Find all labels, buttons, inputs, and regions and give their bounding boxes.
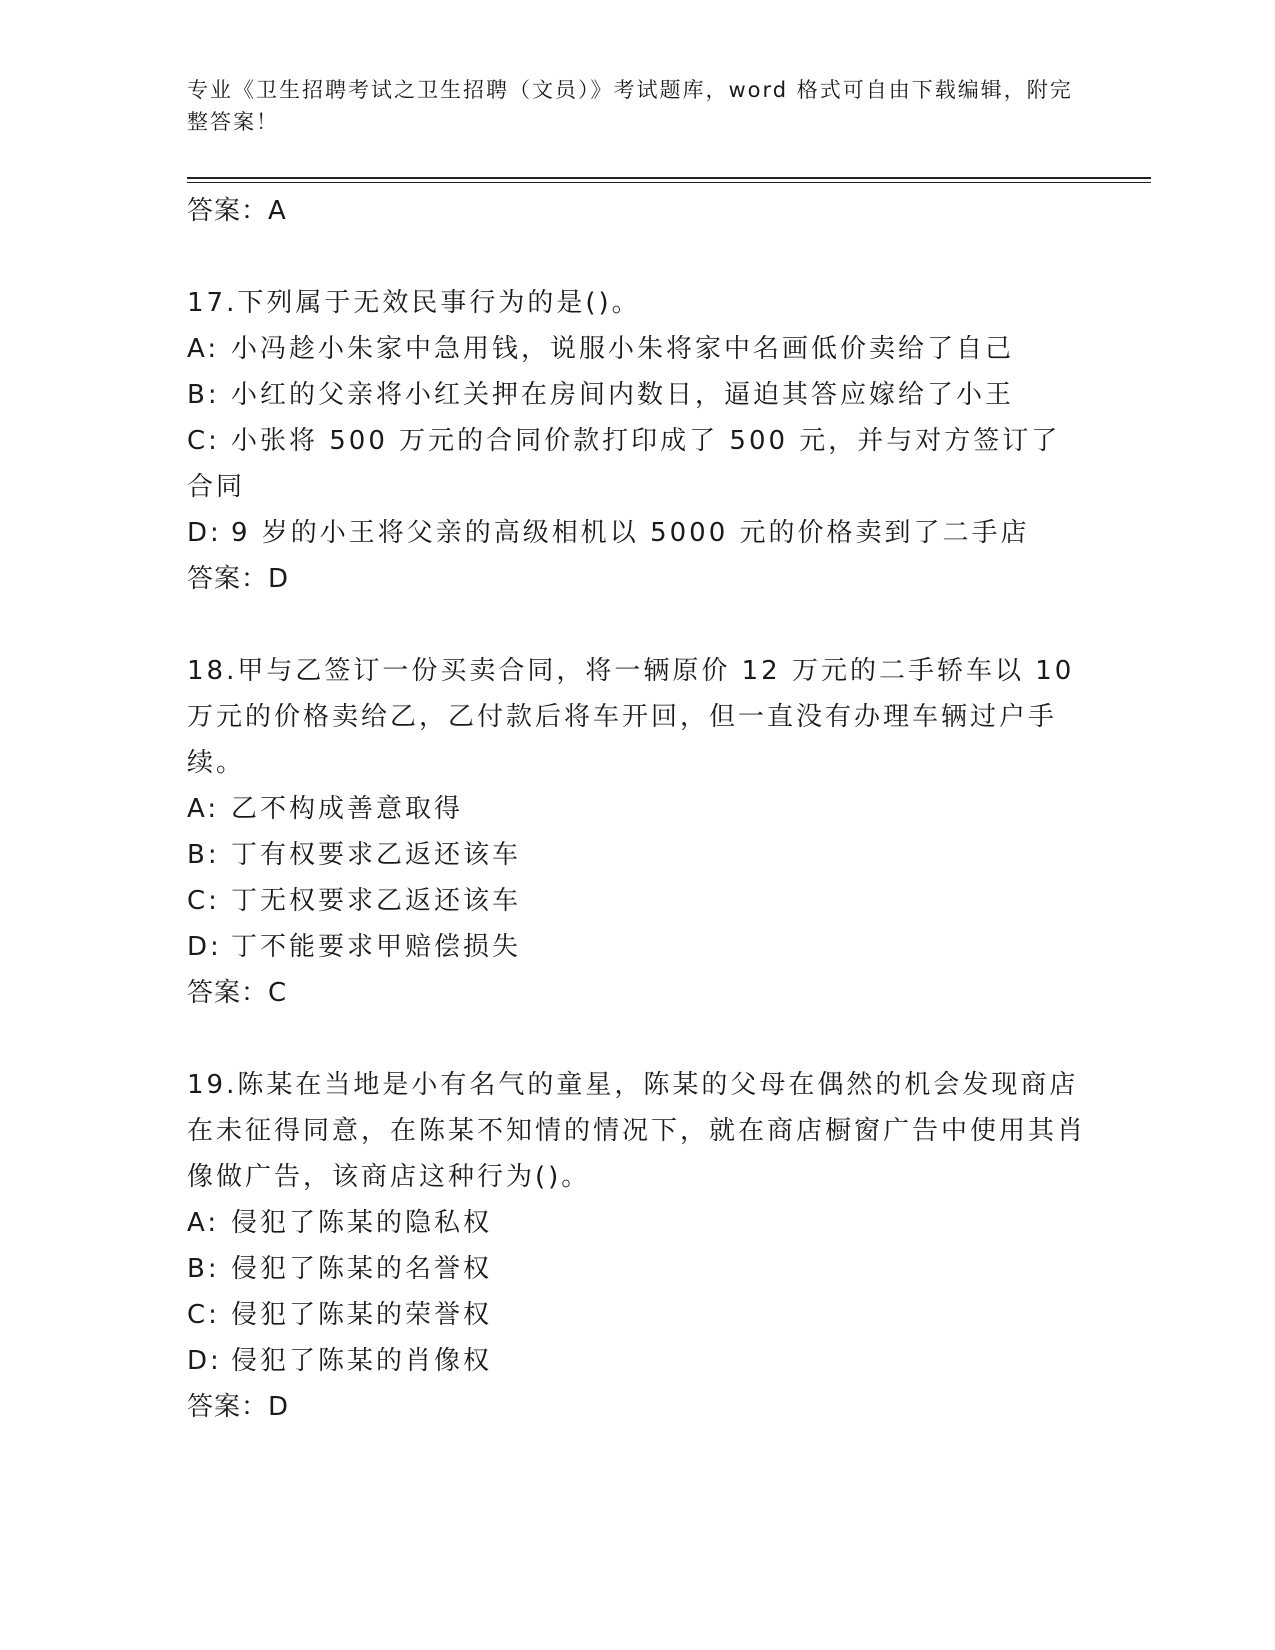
option-text: 小张将 500 万元的合同价款打印成了 500 元，并与对方签订了合同 [187, 426, 1061, 502]
option-d [187, 1338, 1087, 1384]
answer-line [187, 1384, 1087, 1430]
option-d [187, 510, 1087, 556]
answer-label: 答案： [187, 196, 269, 226]
option-text: 侵犯了陈某的荣誉权 [231, 1300, 493, 1330]
option-key: D: [187, 518, 222, 548]
option-key: B: [187, 380, 220, 410]
option-key: B: [187, 1254, 220, 1284]
option-a [187, 326, 1087, 372]
option-key: D: [187, 1346, 222, 1376]
option-key: A: [187, 1208, 220, 1238]
option-text: 丁无权要求乙返还该车 [231, 886, 522, 916]
option-key: A: [187, 334, 220, 364]
answer-value: A [268, 196, 287, 226]
answer-value: D [268, 564, 290, 594]
option-c [187, 418, 1087, 510]
question-stem: 19.陈某在当地是小有名气的童星，陈某的父母在偶然的机会发现商店在未征得同意，在陈某不知情的情况下，就在商店橱窗广告中使用其肖像做广告，该商店这种行为()。 [187, 1070, 1087, 1192]
option-text: 侵犯了陈某的名誉权 [231, 1254, 493, 1284]
option-key: A: [187, 794, 220, 824]
answer-label: 答案： [187, 564, 269, 594]
answer-line [187, 970, 1087, 1016]
question-stem: 17.下列属于无效民事行为的是()。 [187, 288, 641, 318]
option-c [187, 878, 1087, 924]
option-key: C: [187, 426, 220, 456]
option-key: C: [187, 1300, 220, 1330]
option-b [187, 832, 1087, 878]
option-text: 侵犯了陈某的隐私权 [231, 1208, 493, 1238]
option-text: 乙不构成善意取得 [231, 794, 464, 824]
option-text: 9 岁的小王将父亲的高级相机以 5000 元的价格卖到了二手店 [231, 518, 1030, 548]
option-d [187, 924, 1087, 970]
answer-value: D [268, 1392, 290, 1422]
option-key: C: [187, 886, 220, 916]
answer-line [187, 556, 1087, 602]
question-18 [187, 648, 1087, 1016]
option-text: 小红的父亲将小红关押在房间内数日，逼迫其答应嫁给了小王 [231, 380, 1015, 410]
question-17 [187, 280, 1087, 602]
option-text: 侵犯了陈某的肖像权 [231, 1346, 493, 1376]
option-b [187, 372, 1087, 418]
option-text: 小冯趁小朱家中急用钱，说服小朱将家中名画低价卖给了自己 [231, 334, 1015, 364]
option-a [187, 786, 1087, 832]
option-b [187, 1246, 1087, 1292]
option-key: D: [187, 932, 222, 962]
answer-label: 答案： [187, 1392, 269, 1422]
question-19 [187, 1062, 1087, 1430]
document-header: 专业《卫生招聘考试之卫生招聘（文员）》考试题库，word 格式可自由下载编辑，附完整答案！ [187, 78, 1073, 134]
option-text: 丁有权要求乙返还该车 [231, 840, 522, 870]
document-body [187, 188, 1087, 1430]
answer-value: C [268, 978, 288, 1008]
answer-label: 答案： [187, 978, 269, 1008]
option-key: B: [187, 840, 220, 870]
question-stem: 18.甲与乙签订一份买卖合同，将一辆原价 12 万元的二手轿车以 10 万元的价格卖给乙，乙付款后将车开回，但一直没有办理车辆过户手续。 [187, 656, 1075, 778]
header-divider [187, 177, 1151, 183]
option-text: 丁不能要求甲赔偿损失 [231, 932, 522, 962]
option-c [187, 1292, 1087, 1338]
option-a [187, 1200, 1087, 1246]
answer-line-16 [187, 188, 1087, 234]
